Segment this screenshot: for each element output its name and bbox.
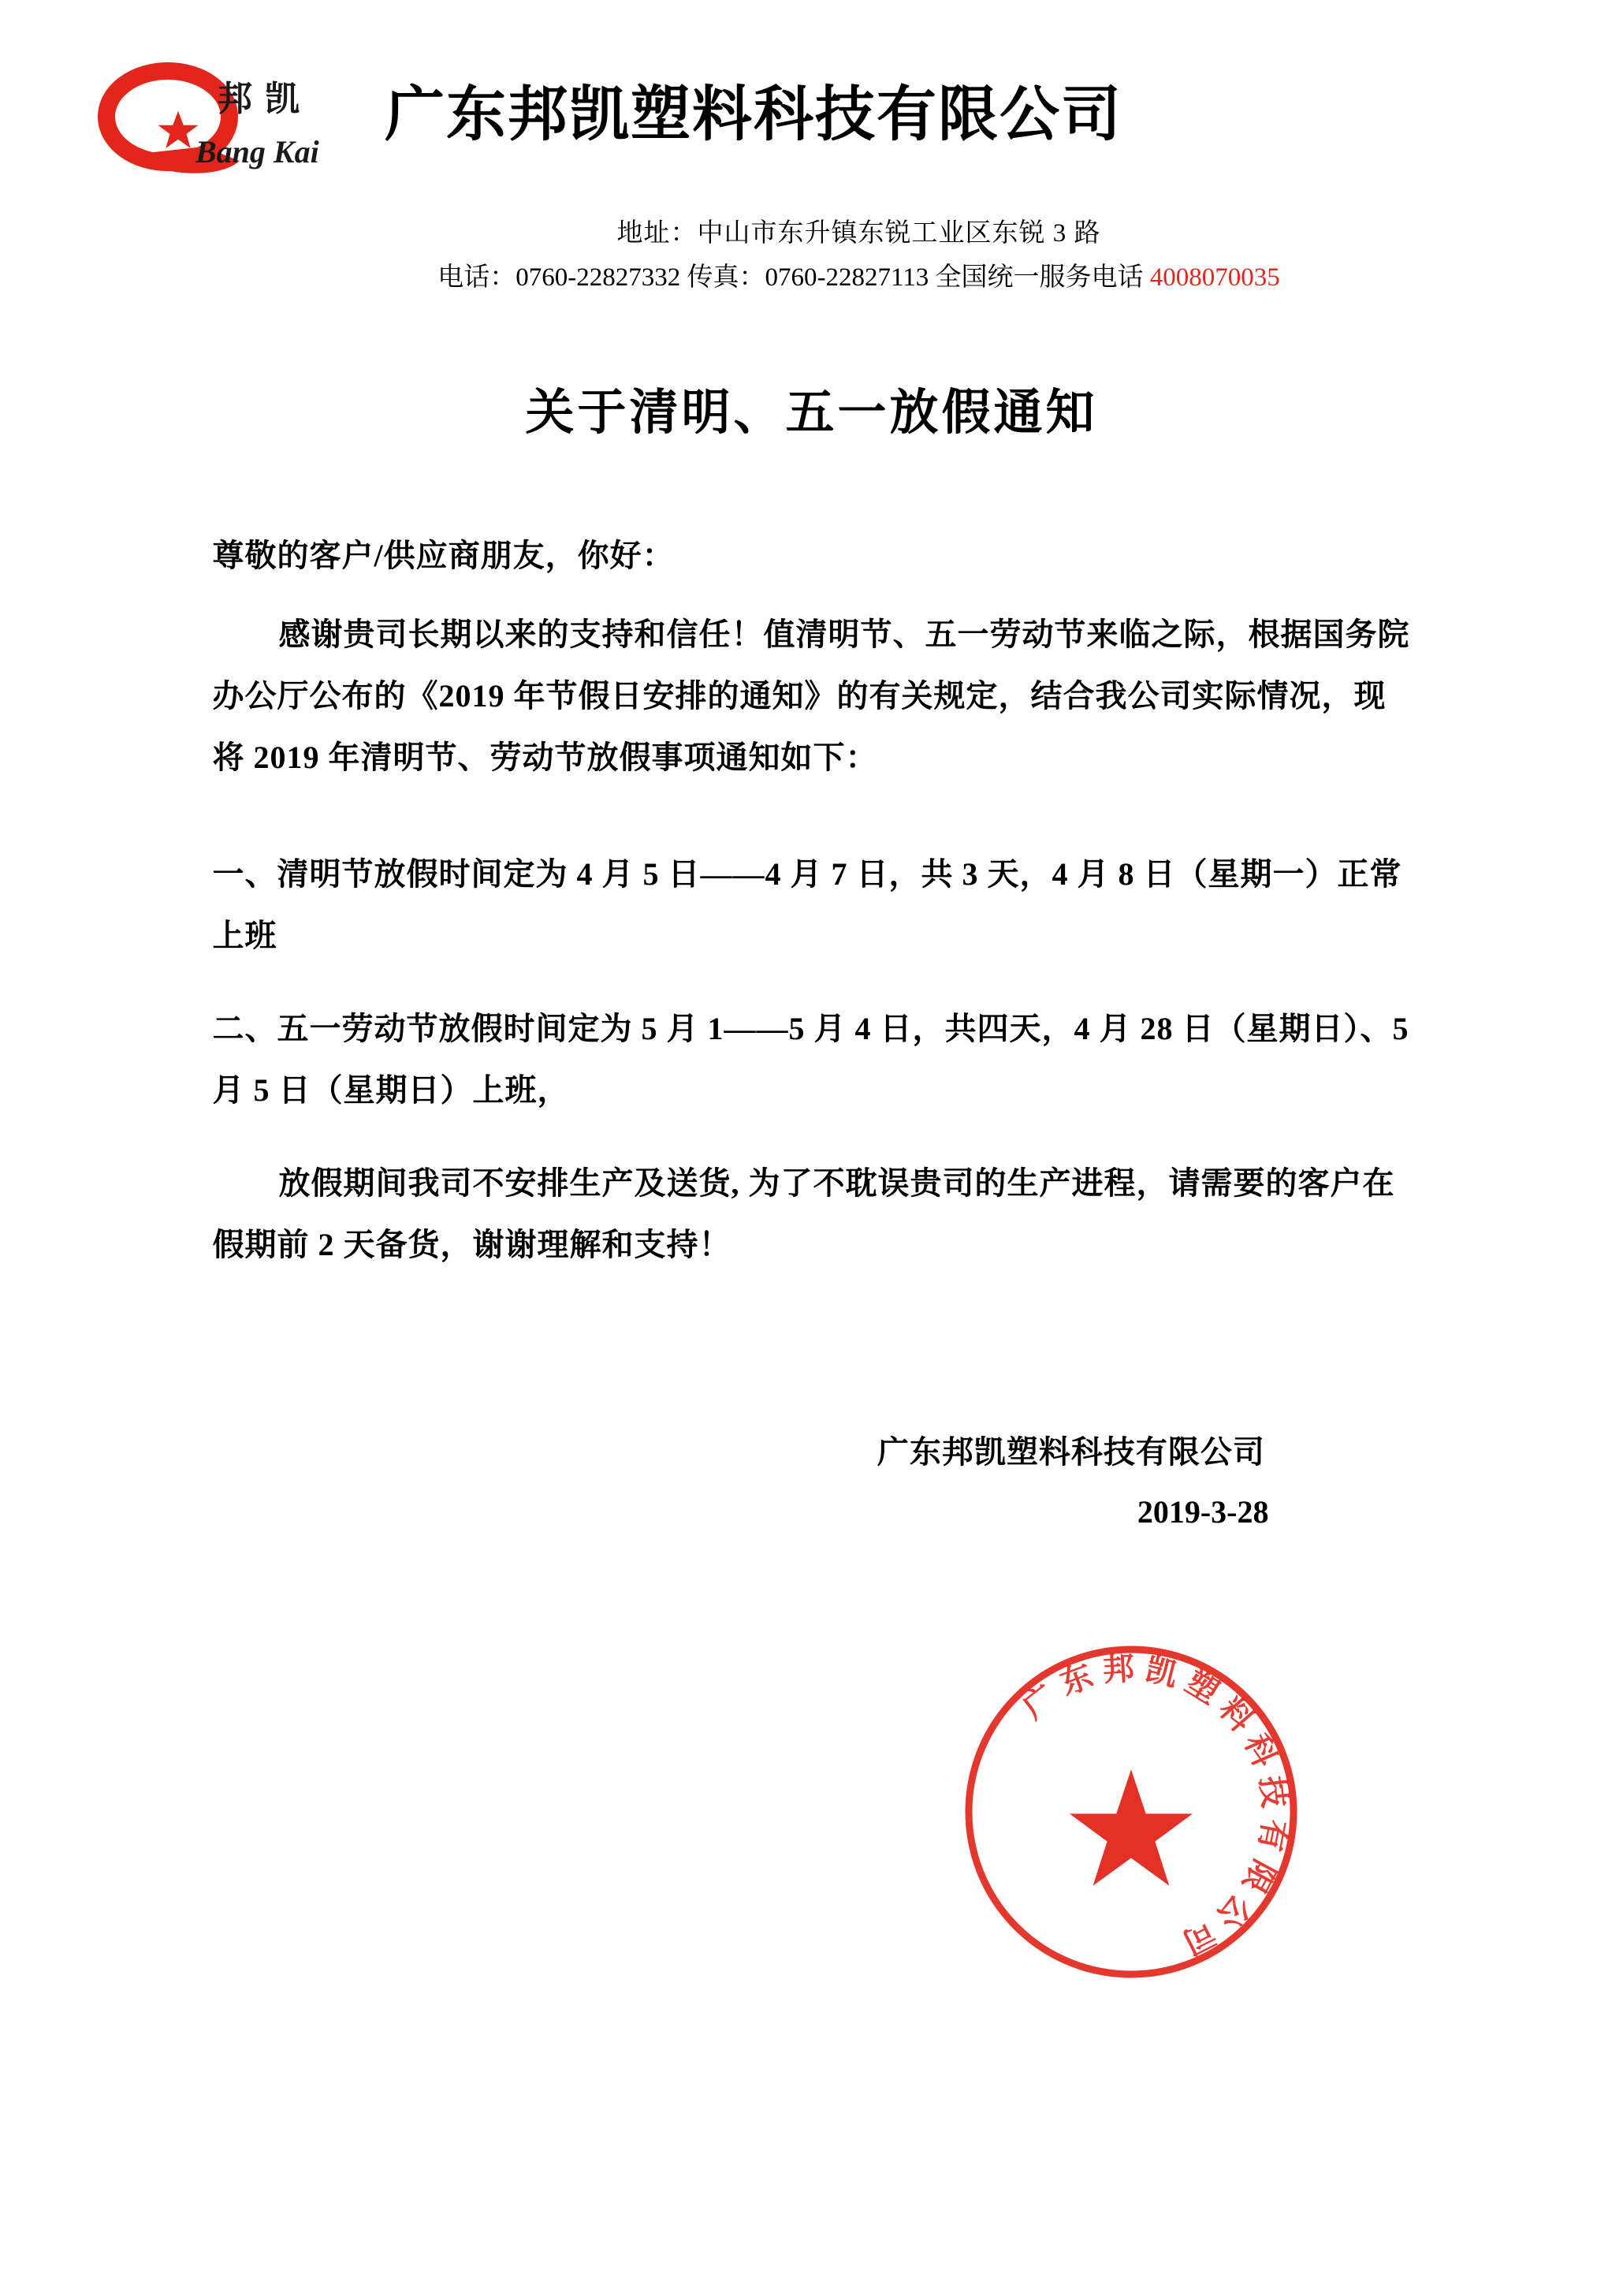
spacer — [213, 788, 1411, 844]
logo-en: Bang Kai — [195, 134, 319, 170]
signature-company: 广东邦凯塑料科技有限公司 — [877, 1434, 1265, 1470]
company-logo — [85, 62, 385, 211]
letterhead-row — [0, 62, 1623, 211]
service-hotline: 4008070035 — [1149, 263, 1280, 292]
paragraph-item-1: 一、清明节放假时间定为 4 月 5 日——4 月 7 日，共 3 天，4 月 8 日（星期一）正常上班 — [212, 856, 1402, 953]
phone-fax-text: 电话：0760-22827332 传真：0760-22827113 全国统一服务电话 — [437, 263, 1150, 292]
paragraph-item-2: 二、五一劳动节放假时间定为 5 月 1——5 月 4 日，共四天，4 月 28 日（星期日）、5 月 5 日（星期日）上班， — [212, 1011, 1409, 1108]
signature-block — [213, 1344, 1411, 1675]
spacer — [213, 967, 1411, 998]
letterhead — [0, 0, 1623, 297]
logo-cn-2: 凯 — [265, 80, 300, 118]
letterhead-contact — [0, 214, 1623, 297]
paragraph-intro: 感谢贵司长期以来的支持和信任！值清明节、五一劳动节来临之际，根据国务院办公厅公布的《2019 年节假日安排的通知》的有关规定，结合我公司实际情况，现将 2019 年清明节、劳动节放假事项通知如下： — [212, 617, 1410, 775]
company-phone-line — [95, 259, 1623, 298]
company-address: 地址：中山市东升镇东锐工业区东锐 3 路 — [616, 219, 1101, 248]
svg-text:广东邦凯塑料科技有限公司: 广东邦凯塑料科技有限公司 — [1016, 1649, 1294, 1965]
logo-cn-1: 邦 — [218, 80, 252, 118]
salutation: 尊敬的客户/供应商朋友，你好： — [212, 538, 675, 573]
spacer — [213, 1121, 1411, 1153]
signature-lines — [877, 1422, 1269, 1542]
company-seal — [958, 1638, 1305, 1985]
document-body — [213, 443, 1411, 1675]
spacer — [213, 587, 1411, 604]
bangkai-logo-icon — [85, 62, 385, 211]
company-name: 广东邦凯塑料科技有限公司 — [385, 82, 1122, 148]
paragraph-closing: 放假期间我司不安排生产及送货, 为了不耽误贵司的生产进程，请需要的客户在假期前 2 天备货，谢谢理解和支持！ — [212, 1165, 1395, 1262]
company-seal-icon — [958, 1638, 1305, 1985]
signature-date: 2019-3-28 — [1137, 1494, 1269, 1530]
page-title: 关于清明、五一放假通知 — [525, 386, 1098, 440]
